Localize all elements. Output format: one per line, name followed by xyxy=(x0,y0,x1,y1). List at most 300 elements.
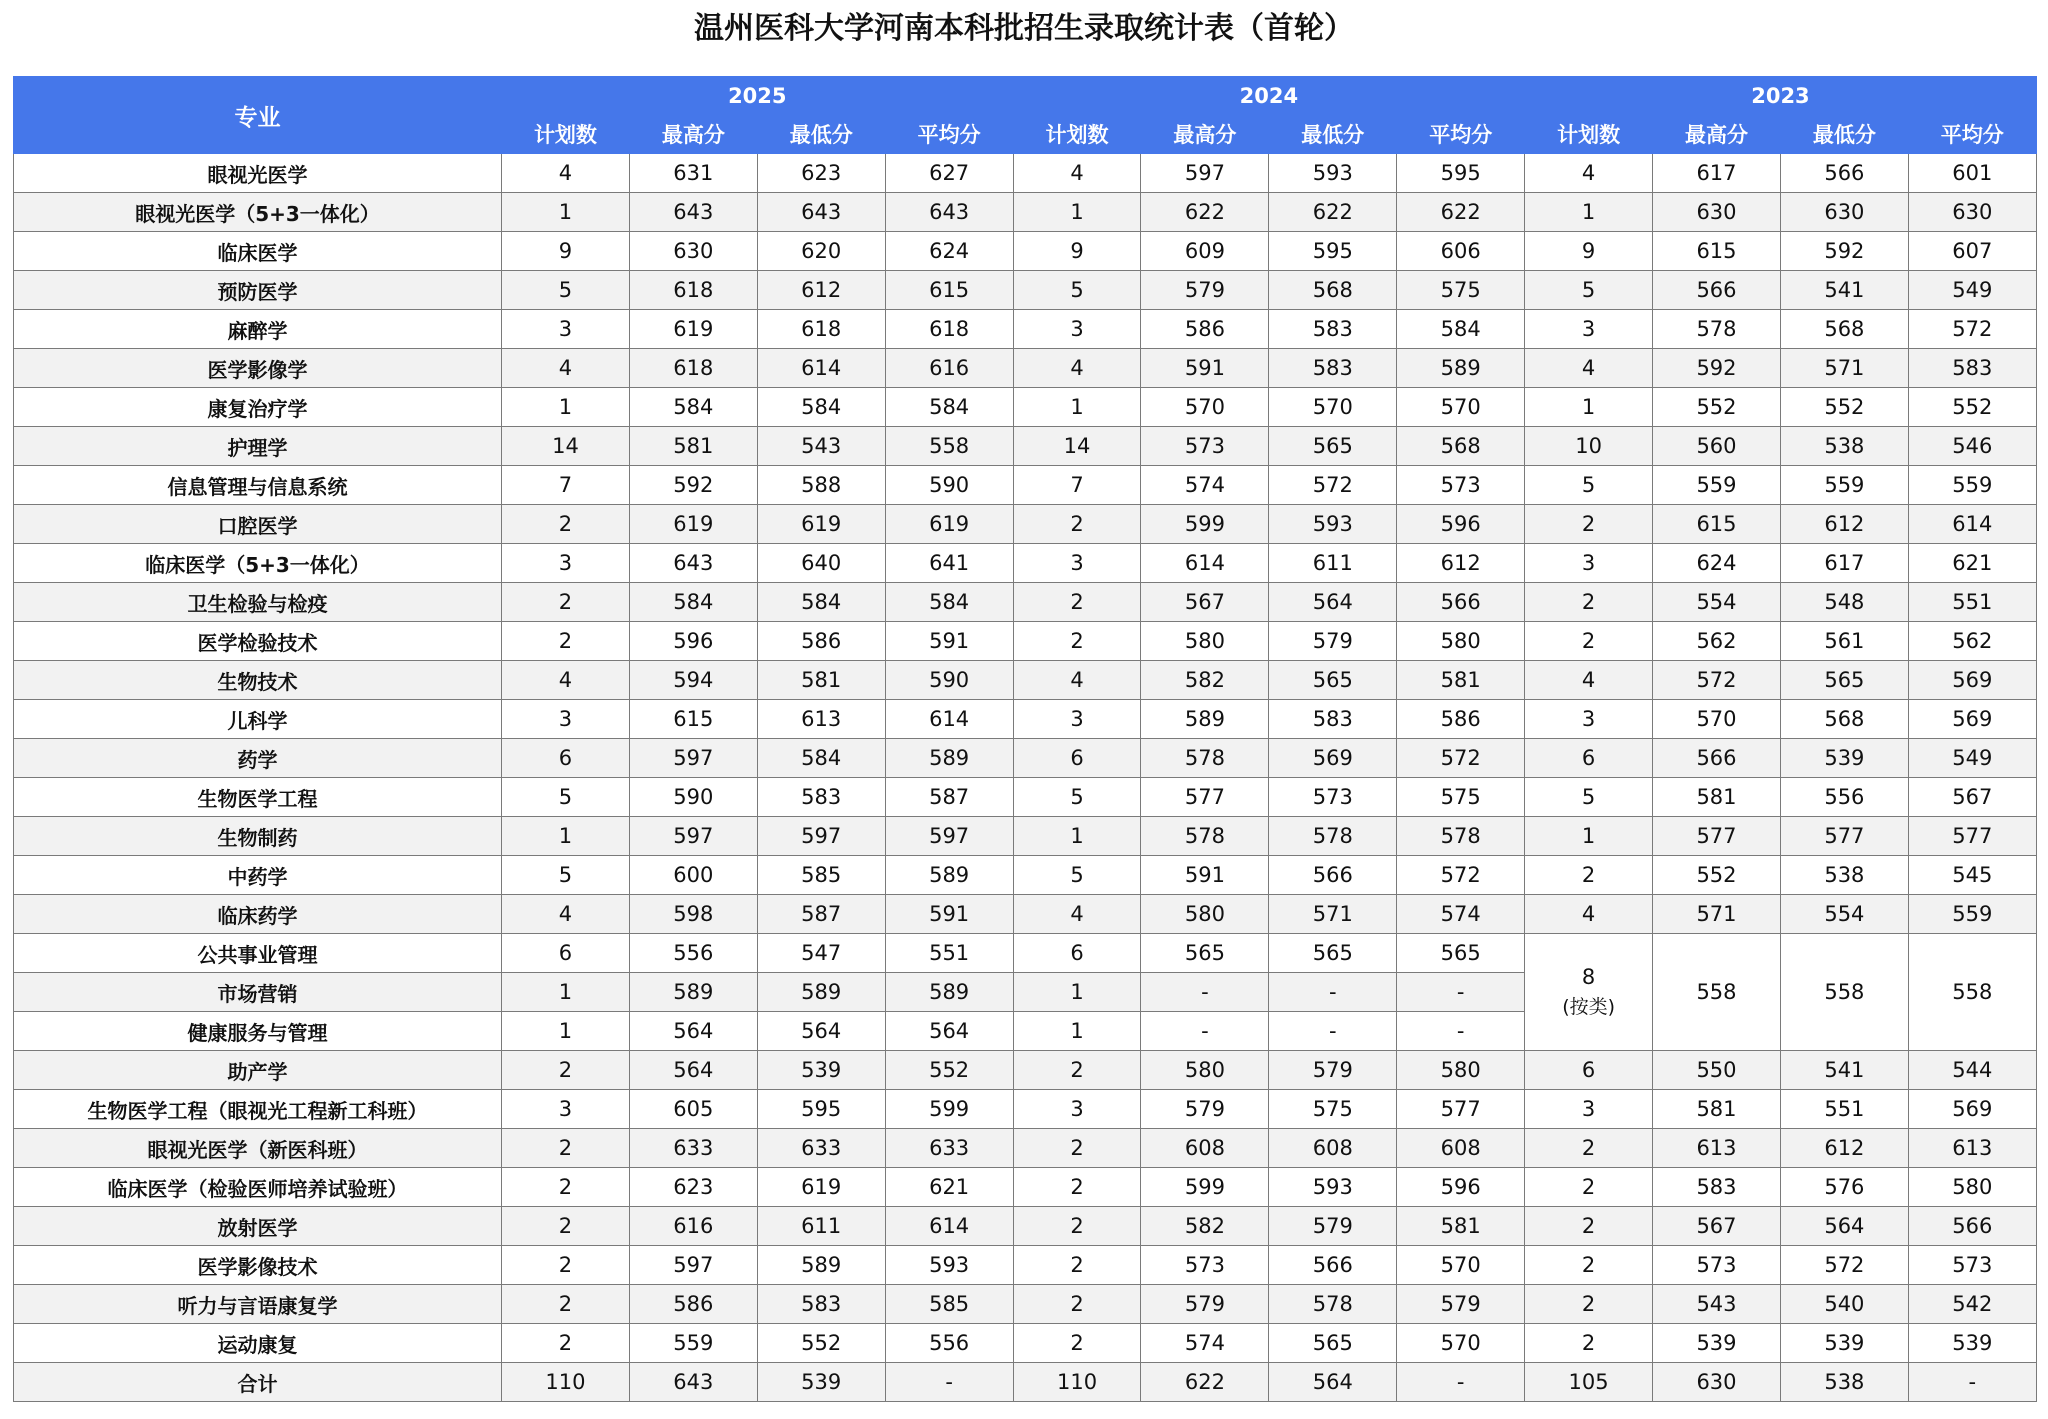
plan-cell: 5 xyxy=(1525,271,1653,310)
header-plan: 计划数 xyxy=(1525,115,1653,154)
plan-cell: 1 xyxy=(1013,817,1141,856)
avg-cell: 597 xyxy=(885,817,1013,856)
min-cell: 572 xyxy=(1780,1246,1908,1285)
table-row xyxy=(14,1285,2037,1324)
avg-cell: 562 xyxy=(1908,622,2036,661)
avg-cell: 624 xyxy=(885,232,1013,271)
major-name-cell: 临床医学 xyxy=(14,232,502,271)
table-row xyxy=(14,193,2037,232)
plan-cell: 5 xyxy=(502,271,630,310)
table-row xyxy=(14,1051,2037,1090)
max-cell: 556 xyxy=(629,934,757,973)
avg-cell: 585 xyxy=(885,1285,1013,1324)
avg-cell: 575 xyxy=(1397,778,1525,817)
table-row xyxy=(14,700,2037,739)
total-max-cell: 643 xyxy=(629,1363,757,1402)
min-cell: 566 xyxy=(1269,856,1397,895)
min-cell: 595 xyxy=(757,1090,885,1129)
max-cell: 597 xyxy=(1141,154,1269,193)
table-row xyxy=(14,661,2037,700)
avg-cell: 579 xyxy=(1397,1285,1525,1324)
major-name-cell: 健康服务与管理 xyxy=(14,1012,502,1051)
avg-cell: 643 xyxy=(885,193,1013,232)
min-cell: 613 xyxy=(757,700,885,739)
max-cell: 615 xyxy=(629,700,757,739)
max-cell: 591 xyxy=(1141,349,1269,388)
avg-cell: 552 xyxy=(1908,388,2036,427)
max-cell: 631 xyxy=(629,154,757,193)
max-cell: 643 xyxy=(629,544,757,583)
table-row xyxy=(14,1246,2037,1285)
avg-cell: 551 xyxy=(1908,583,2036,622)
plan-cell: 2 xyxy=(502,1168,630,1207)
plan-cell: 4 xyxy=(1525,349,1653,388)
min-cell: 568 xyxy=(1780,700,1908,739)
min-cell: 541 xyxy=(1780,271,1908,310)
max-cell: - xyxy=(1141,1012,1269,1051)
plan-cell: 14 xyxy=(502,427,630,466)
plan-cell: 5 xyxy=(1013,778,1141,817)
avg-cell: 583 xyxy=(1908,349,2036,388)
header-min: 最低分 xyxy=(757,115,885,154)
plan-cell: 3 xyxy=(1013,310,1141,349)
plan-cell: 4 xyxy=(1013,154,1141,193)
max-cell: 597 xyxy=(629,817,757,856)
plan-cell: 3 xyxy=(502,310,630,349)
plan-cell: 2 xyxy=(502,583,630,622)
avg-cell: 578 xyxy=(1397,817,1525,856)
avg-cell: 615 xyxy=(885,271,1013,310)
major-name-cell: 康复治疗学 xyxy=(14,388,502,427)
avg-cell: 614 xyxy=(885,700,1013,739)
min-cell: 541 xyxy=(1780,1051,1908,1090)
header-plan: 计划数 xyxy=(1013,115,1141,154)
max-cell: 615 xyxy=(1653,505,1781,544)
total-plan-cell: 110 xyxy=(1013,1363,1141,1402)
avg-cell: 544 xyxy=(1908,1051,2036,1090)
min-cell: 589 xyxy=(757,1246,885,1285)
plan-cell: 4 xyxy=(1013,895,1141,934)
min-cell: 564 xyxy=(1269,583,1397,622)
plan-cell: 1 xyxy=(502,973,630,1012)
max-cell: 559 xyxy=(629,1324,757,1363)
min-cell: 586 xyxy=(757,622,885,661)
max-cell: 572 xyxy=(1653,661,1781,700)
plan-cell: 2 xyxy=(1013,583,1141,622)
min-cell: 583 xyxy=(1269,310,1397,349)
plan-cell: 4 xyxy=(1525,154,1653,193)
merged-plan-note: (按类) xyxy=(1562,996,1616,1018)
min-cell: 583 xyxy=(1269,349,1397,388)
major-name-cell: 生物医学工程（眼视光工程新工科班） xyxy=(14,1090,502,1129)
max-cell: 624 xyxy=(1653,544,1781,583)
major-name-cell: 临床药学 xyxy=(14,895,502,934)
major-name-cell: 眼视光医学 xyxy=(14,154,502,193)
max-cell: 592 xyxy=(1653,349,1781,388)
avg-cell: 570 xyxy=(1397,1324,1525,1363)
total-plan-cell: 105 xyxy=(1525,1363,1653,1402)
max-cell: 543 xyxy=(1653,1285,1781,1324)
plan-cell: 9 xyxy=(1525,232,1653,271)
avg-cell: 558 xyxy=(885,427,1013,466)
min-cell: 538 xyxy=(1780,427,1908,466)
max-cell: 574 xyxy=(1141,1324,1269,1363)
plan-cell: 2 xyxy=(1525,622,1653,661)
min-cell: 552 xyxy=(757,1324,885,1363)
avg-cell: 641 xyxy=(885,544,1013,583)
min-cell: 571 xyxy=(1269,895,1397,934)
header-major: 专业 xyxy=(14,77,502,154)
min-cell: 584 xyxy=(757,583,885,622)
max-cell: 578 xyxy=(1141,739,1269,778)
avg-cell: 590 xyxy=(885,466,1013,505)
plan-cell: 3 xyxy=(1013,1090,1141,1129)
max-cell: 599 xyxy=(1141,505,1269,544)
plan-cell: 2 xyxy=(1013,1051,1141,1090)
max-cell: 577 xyxy=(1653,817,1781,856)
max-cell: 592 xyxy=(629,466,757,505)
plan-cell: 2 xyxy=(502,505,630,544)
table-row xyxy=(14,232,2037,271)
min-cell: 572 xyxy=(1269,466,1397,505)
table-row xyxy=(14,934,2037,973)
avg-cell: 589 xyxy=(885,739,1013,778)
min-cell: 619 xyxy=(757,505,885,544)
header-avg: 平均分 xyxy=(1908,115,2036,154)
total-avg-cell: - xyxy=(1397,1363,1525,1402)
table-row xyxy=(14,895,2037,934)
plan-cell: 4 xyxy=(502,661,630,700)
table-row xyxy=(14,544,2037,583)
max-cell: 622 xyxy=(1141,193,1269,232)
max-cell: 589 xyxy=(1141,700,1269,739)
plan-cell: 2 xyxy=(1013,1324,1141,1363)
max-cell: 552 xyxy=(1653,388,1781,427)
min-cell: 588 xyxy=(757,466,885,505)
plan-cell: 7 xyxy=(1013,466,1141,505)
max-cell: 550 xyxy=(1653,1051,1781,1090)
avg-cell: 577 xyxy=(1397,1090,1525,1129)
min-cell: 569 xyxy=(1269,739,1397,778)
total-avg-cell: - xyxy=(1908,1363,2036,1402)
header-max: 最高分 xyxy=(1141,115,1269,154)
max-cell: 596 xyxy=(629,622,757,661)
min-cell: 548 xyxy=(1780,583,1908,622)
header-avg: 平均分 xyxy=(885,115,1013,154)
plan-cell: 1 xyxy=(1013,388,1141,427)
max-cell: 579 xyxy=(1141,1090,1269,1129)
plan-cell: 1 xyxy=(502,193,630,232)
max-cell: 559 xyxy=(1653,466,1781,505)
min-cell: 539 xyxy=(1780,1324,1908,1363)
plan-cell: 4 xyxy=(1525,895,1653,934)
avg-cell: 580 xyxy=(1397,622,1525,661)
max-cell: 630 xyxy=(629,232,757,271)
avg-cell: 570 xyxy=(1397,388,1525,427)
table-row xyxy=(14,505,2037,544)
header-year-2023: 2023 xyxy=(1525,77,2037,115)
major-name-cell: 信息管理与信息系统 xyxy=(14,466,502,505)
avg-cell: 542 xyxy=(1908,1285,2036,1324)
avg-cell: 595 xyxy=(1397,154,1525,193)
max-cell: 579 xyxy=(1141,271,1269,310)
max-cell: 580 xyxy=(1141,622,1269,661)
min-cell: 618 xyxy=(757,310,885,349)
avg-cell: 577 xyxy=(1908,817,2036,856)
max-cell: 586 xyxy=(1141,310,1269,349)
max-cell: 573 xyxy=(1141,1246,1269,1285)
avg-cell: 589 xyxy=(885,856,1013,895)
avg-cell: 545 xyxy=(1908,856,2036,895)
max-cell: 586 xyxy=(629,1285,757,1324)
min-cell: 623 xyxy=(757,154,885,193)
merged-avg-cell: 558 xyxy=(1908,934,2036,1051)
max-cell: 567 xyxy=(1141,583,1269,622)
avg-cell: 549 xyxy=(1908,271,2036,310)
header-min: 最低分 xyxy=(1269,115,1397,154)
min-cell: 584 xyxy=(757,388,885,427)
avg-cell: 614 xyxy=(885,1207,1013,1246)
avg-cell: 589 xyxy=(885,973,1013,1012)
avg-cell: 613 xyxy=(1908,1129,2036,1168)
avg-cell: 552 xyxy=(885,1051,1013,1090)
plan-cell: 3 xyxy=(1525,544,1653,583)
min-cell: 570 xyxy=(1269,388,1397,427)
plan-cell: 2 xyxy=(1525,1129,1653,1168)
table-row xyxy=(14,310,2037,349)
max-cell: 599 xyxy=(1141,1168,1269,1207)
avg-cell: 564 xyxy=(885,1012,1013,1051)
plan-cell: 1 xyxy=(502,1012,630,1051)
min-cell: 564 xyxy=(1780,1207,1908,1246)
max-cell: 617 xyxy=(1653,154,1781,193)
table-row xyxy=(14,1129,2037,1168)
min-cell: 608 xyxy=(1269,1129,1397,1168)
header-plan: 计划数 xyxy=(502,115,630,154)
merged-plan-value: 8 xyxy=(1581,965,1596,989)
major-name-cell: 儿科学 xyxy=(14,700,502,739)
plan-cell: 10 xyxy=(1525,427,1653,466)
avg-cell: 575 xyxy=(1397,271,1525,310)
avg-cell: 587 xyxy=(885,778,1013,817)
plan-cell: 2 xyxy=(1013,1246,1141,1285)
min-cell: 614 xyxy=(757,349,885,388)
min-cell: 571 xyxy=(1780,349,1908,388)
major-name-cell: 生物技术 xyxy=(14,661,502,700)
plan-cell: 6 xyxy=(1013,739,1141,778)
min-cell: 612 xyxy=(1780,1129,1908,1168)
table-row xyxy=(14,622,2037,661)
plan-cell: 6 xyxy=(1525,739,1653,778)
min-cell: 593 xyxy=(1269,154,1397,193)
avg-cell: 618 xyxy=(885,310,1013,349)
min-cell: 583 xyxy=(757,1285,885,1324)
max-cell: 552 xyxy=(1653,856,1781,895)
plan-cell: 1 xyxy=(1525,388,1653,427)
min-cell: 630 xyxy=(1780,193,1908,232)
total-max-cell: 630 xyxy=(1653,1363,1781,1402)
min-cell: 579 xyxy=(1269,622,1397,661)
avg-cell: 584 xyxy=(1397,310,1525,349)
major-name-cell: 眼视光医学（新医科班） xyxy=(14,1129,502,1168)
max-cell: 574 xyxy=(1141,466,1269,505)
plan-cell: 2 xyxy=(1525,1207,1653,1246)
major-name-cell: 护理学 xyxy=(14,427,502,466)
max-cell: 609 xyxy=(1141,232,1269,271)
max-cell: 584 xyxy=(629,388,757,427)
avg-cell: 573 xyxy=(1908,1246,2036,1285)
avg-cell: 581 xyxy=(1397,1207,1525,1246)
min-cell: 585 xyxy=(757,856,885,895)
plan-cell: 1 xyxy=(1013,973,1141,1012)
major-name-cell: 医学检验技术 xyxy=(14,622,502,661)
max-cell: 643 xyxy=(629,193,757,232)
plan-cell: 5 xyxy=(502,856,630,895)
avg-cell: 621 xyxy=(1908,544,2036,583)
min-cell: 547 xyxy=(757,934,885,973)
merged-plan-cell xyxy=(1525,934,1653,1051)
admission-stats-table xyxy=(13,76,2037,1402)
avg-cell: 572 xyxy=(1397,856,1525,895)
table-row xyxy=(14,1090,2037,1129)
max-cell: 589 xyxy=(629,973,757,1012)
avg-cell: 621 xyxy=(885,1168,1013,1207)
min-cell: 578 xyxy=(1269,817,1397,856)
avg-cell: 612 xyxy=(1397,544,1525,583)
max-cell: 618 xyxy=(629,271,757,310)
min-cell: 565 xyxy=(1269,934,1397,973)
avg-cell: 596 xyxy=(1397,505,1525,544)
max-cell: 615 xyxy=(1653,232,1781,271)
min-cell: 564 xyxy=(757,1012,885,1051)
avg-cell: 569 xyxy=(1908,661,2036,700)
min-cell: 583 xyxy=(1269,700,1397,739)
avg-cell: 546 xyxy=(1908,427,2036,466)
avg-cell: 633 xyxy=(885,1129,1013,1168)
max-cell: 539 xyxy=(1653,1324,1781,1363)
max-cell: - xyxy=(1141,973,1269,1012)
max-cell: 577 xyxy=(1141,778,1269,817)
plan-cell: 4 xyxy=(502,895,630,934)
min-cell: 565 xyxy=(1269,661,1397,700)
min-cell: 611 xyxy=(1269,544,1397,583)
plan-cell: 4 xyxy=(1013,661,1141,700)
avg-cell: 599 xyxy=(885,1090,1013,1129)
max-cell: 560 xyxy=(1653,427,1781,466)
max-cell: 597 xyxy=(629,739,757,778)
plan-cell: 1 xyxy=(1525,817,1653,856)
table-row xyxy=(14,583,2037,622)
avg-cell: 586 xyxy=(1397,700,1525,739)
plan-cell: 2 xyxy=(502,1129,630,1168)
avg-cell: 581 xyxy=(1397,661,1525,700)
avg-cell: 601 xyxy=(1908,154,2036,193)
avg-cell: 574 xyxy=(1397,895,1525,934)
min-cell: 539 xyxy=(1780,739,1908,778)
min-cell: 577 xyxy=(1780,817,1908,856)
avg-cell: 606 xyxy=(1397,232,1525,271)
header-max: 最高分 xyxy=(1653,115,1781,154)
min-cell: 559 xyxy=(1780,466,1908,505)
max-cell: 579 xyxy=(1141,1285,1269,1324)
plan-cell: 2 xyxy=(1525,505,1653,544)
table-body xyxy=(14,154,2037,1402)
min-cell: 551 xyxy=(1780,1090,1908,1129)
min-cell: 611 xyxy=(757,1207,885,1246)
plan-cell: 3 xyxy=(502,700,630,739)
major-name-cell: 运动康复 xyxy=(14,1324,502,1363)
min-cell: 573 xyxy=(1269,778,1397,817)
plan-cell: 5 xyxy=(502,778,630,817)
max-cell: 573 xyxy=(1653,1246,1781,1285)
avg-cell: 566 xyxy=(1908,1207,2036,1246)
header-avg: 平均分 xyxy=(1397,115,1525,154)
major-name-cell: 听力与言语康复学 xyxy=(14,1285,502,1324)
min-cell: 587 xyxy=(757,895,885,934)
max-cell: 619 xyxy=(629,505,757,544)
avg-cell: 614 xyxy=(1908,505,2036,544)
plan-cell: 3 xyxy=(1525,310,1653,349)
total-min-cell: 564 xyxy=(1269,1363,1397,1402)
max-cell: 605 xyxy=(629,1090,757,1129)
table-row xyxy=(14,271,2037,310)
min-cell: 565 xyxy=(1269,427,1397,466)
plan-cell: 2 xyxy=(1525,1324,1653,1363)
min-cell: 579 xyxy=(1269,1207,1397,1246)
avg-cell: 580 xyxy=(1397,1051,1525,1090)
plan-cell: 5 xyxy=(1013,856,1141,895)
plan-cell: 14 xyxy=(1013,427,1141,466)
avg-cell: 580 xyxy=(1908,1168,2036,1207)
plan-cell: 2 xyxy=(1013,1207,1141,1246)
plan-cell: 3 xyxy=(502,1090,630,1129)
avg-cell: 607 xyxy=(1908,232,2036,271)
min-cell: 593 xyxy=(1269,505,1397,544)
plan-cell: 2 xyxy=(1525,856,1653,895)
table-row xyxy=(14,856,2037,895)
plan-cell: 2 xyxy=(1525,1168,1653,1207)
major-name-cell: 放射医学 xyxy=(14,1207,502,1246)
avg-cell: - xyxy=(1397,973,1525,1012)
max-cell: 578 xyxy=(1653,310,1781,349)
major-name-cell: 预防医学 xyxy=(14,271,502,310)
plan-cell: 3 xyxy=(1525,1090,1653,1129)
major-name-cell: 医学影像技术 xyxy=(14,1246,502,1285)
major-name-cell: 麻醉学 xyxy=(14,310,502,349)
plan-cell: 4 xyxy=(502,349,630,388)
major-name-cell: 公共事业管理 xyxy=(14,934,502,973)
min-cell: 595 xyxy=(1269,232,1397,271)
min-cell: 597 xyxy=(757,817,885,856)
min-cell: 554 xyxy=(1780,895,1908,934)
max-cell: 614 xyxy=(1141,544,1269,583)
avg-cell: 570 xyxy=(1397,1246,1525,1285)
major-name-cell: 助产学 xyxy=(14,1051,502,1090)
total-plan-cell: 110 xyxy=(502,1363,630,1402)
max-cell: 570 xyxy=(1141,388,1269,427)
avg-cell: 589 xyxy=(1397,349,1525,388)
page-title: 温州医科大学河南本科批招生录取统计表（首轮） xyxy=(694,11,1354,46)
min-cell: 568 xyxy=(1269,271,1397,310)
max-cell: 590 xyxy=(629,778,757,817)
plan-cell: 9 xyxy=(502,232,630,271)
max-cell: 564 xyxy=(629,1051,757,1090)
max-cell: 571 xyxy=(1653,895,1781,934)
max-cell: 618 xyxy=(629,349,757,388)
avg-cell: 619 xyxy=(885,505,1013,544)
min-cell: 565 xyxy=(1269,1324,1397,1363)
header-year-2025: 2025 xyxy=(502,77,1014,115)
